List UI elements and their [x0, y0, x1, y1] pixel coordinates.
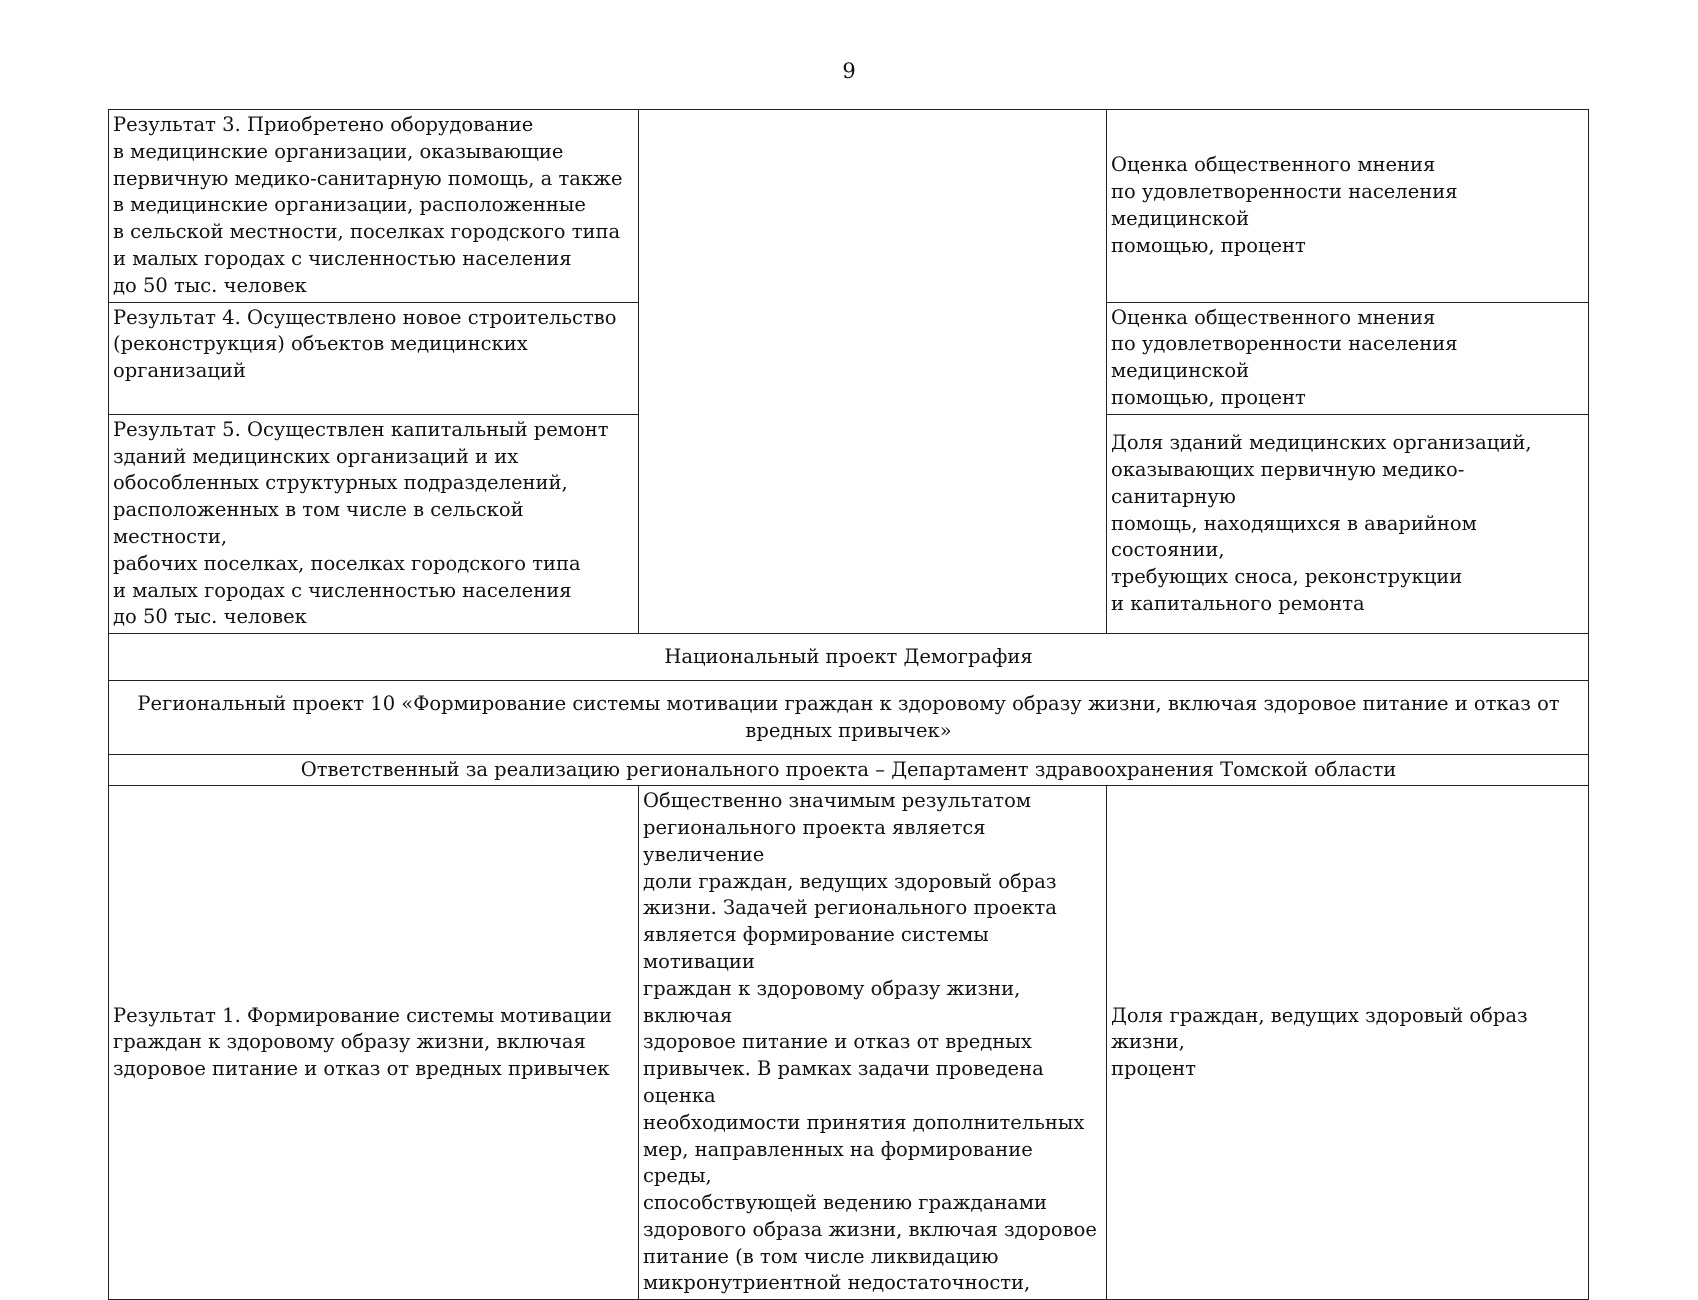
table-row-regional-project [109, 681, 1589, 755]
description-cell-empty [639, 110, 1107, 634]
table-row-national-project [109, 634, 1589, 681]
result-1-description-cell: Общественно значимым результатом регионального проекта является увеличение доли граждан, ведущих здоровый образ жизни. Задачей регионального проекта является формирование системы мотивации граждан к здоровому образу жизни, включая здоровое питание и отказ от вредных привычек. В рамках задачи проведена оценка необходимости принятия дополнительных мер, направленных на формирование среды, способствующей ведению гражданами здорового образа жизни, включая здоровое питание (в том числе ликвидацию микронутриентной недостаточности, [639, 786, 1107, 1300]
table-row-responsible [109, 755, 1589, 786]
result-3-cell: Результат 3. Приобретено оборудование в медицинские организации, оказывающие первичную медико-санитарную помощь, а также в медицинские организации, расположенные в сельской местности, поселках городского типа и малых городах с численностью населения до 50 тыс. человек [109, 110, 639, 303]
result-1-cell: Результат 1. Формирование системы мотивации граждан к здоровому образу жизни, включая здоровое питание и отказ от вредных привычек [109, 786, 639, 1300]
responsible-heading: Ответственный за реализацию регионального проекта – Департамент здравоохранения Томской области [109, 755, 1589, 786]
result-4-indicator-cell: Оценка общественного мнения по удовлетворенности населения медицинской помощью, процент [1107, 302, 1589, 414]
page-number: 9 [842, 59, 856, 83]
national-project-heading: Национальный проект Демография [109, 634, 1589, 681]
result-4-cell: Результат 4. Осуществлено новое строительство (реконструкция) объектов медицинских организаций [109, 302, 639, 414]
table-row-result-1 [109, 786, 1589, 1300]
result-1-indicator-cell: Доля граждан, ведущих здоровый образ жизни, процент [1107, 786, 1589, 1300]
results-table [108, 109, 1589, 1300]
regional-project-heading: Региональный проект 10 «Формирование системы мотивации граждан к здоровому образу жизни, включая здоровое питание и отказ от вредных привычек» [109, 681, 1589, 755]
result-3-indicator-cell: Оценка общественного мнения по удовлетворенности населения медицинской помощью, процент [1107, 110, 1589, 303]
table-row-result-3 [109, 110, 1589, 303]
result-5-cell: Результат 5. Осуществлен капитальный ремонт зданий медицинских организаций и их обособленных структурных подразделений, расположенных в том числе в сельской местности, рабочих поселках, поселках городского типа и малых городах с численностью населения до 50 тыс. человек [109, 414, 639, 633]
result-5-indicator-cell: Доля зданий медицинских организаций, оказывающих первичную медико-санитарную помощь, находящихся в аварийном состоянии, требующих сноса, реконструкции и капитального ремонта [1107, 414, 1589, 633]
